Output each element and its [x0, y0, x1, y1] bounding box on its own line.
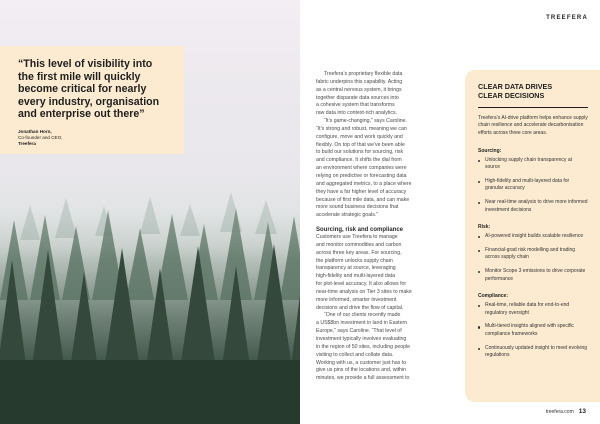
list-item: Continuously updated insight to meet evolving regulations [478, 345, 588, 360]
quote-line: the first mile will quickly [18, 70, 141, 83]
body-line: “One of our clients recently made [324, 312, 401, 319]
body-line: to build our solutions for sourcing, risk [316, 149, 404, 156]
body-line: configure, move and work quickly and [316, 133, 403, 140]
sidebar-section-heading: Compliance: [478, 293, 509, 300]
list-item: Real-time, reliable data for end-to-end regulatory oversight [478, 302, 588, 317]
body-line: and aggregated metrics, to a place where [316, 180, 412, 187]
body-paragraph [316, 71, 452, 118]
body-line: more informed, smarter investment [316, 296, 397, 303]
body-line: visiting to collect and collate data. [316, 351, 394, 358]
sidebar-section-heading: Risk: [478, 224, 491, 231]
section-heading: Sourcing, risk and compliance [316, 227, 404, 234]
body-line: relying on predictive or forecasting data [316, 172, 407, 179]
list-item: Multi-tiered insights aligned with specific compliance frameworks [478, 323, 588, 338]
page-footer [546, 408, 586, 415]
brand-wordmark: TREEFERA [546, 15, 588, 21]
body-line: a cohesive system that transforms [316, 102, 395, 109]
body-line: Customers use Treefera to manage [316, 234, 398, 241]
body-line: flexibly. On top of that we’ve been able [316, 141, 405, 148]
sidebar-intro: Treefera’s AI-drive platform helps enhance supply chain resilience and accelerate decarbonisation efforts across three core areas. [478, 114, 588, 136]
body-line: Working with us, a customer just has to [316, 359, 407, 366]
sidebar-list-sourcing [478, 157, 588, 215]
body-line: Treefera’s proprietary flexible data [324, 71, 403, 77]
list-item: Financial-grad risk modelling and trading across supply chain [478, 247, 588, 262]
body-line: transparency at source, leveraging [316, 265, 396, 272]
list-item: Monitor Scope 3 emissions to drive corporate performance [478, 268, 588, 283]
body-line: raw data into context-rich analytics. [316, 110, 398, 117]
quote-line: become critical for nearly [18, 83, 147, 96]
body-line: Europe,” says Caroline. “That level of [316, 328, 402, 335]
author-role: Co-founder and CEO, [18, 134, 63, 140]
list-item: Unlocking supply chain transparency at source [478, 157, 588, 172]
sidebar-list-compliance [478, 302, 588, 360]
body-paragraph [316, 312, 452, 383]
body-line: investment typically involves evaluating [316, 336, 407, 342]
article-body [316, 71, 452, 383]
body-line: and monitor commodities and carbon [316, 241, 402, 248]
body-line: for plot-level accuracy. It also allows for [316, 281, 407, 288]
sidebar-title-line: CLEAR DATA DRIVES [478, 82, 553, 91]
body-line: together disparate data sources into [316, 94, 399, 101]
body-line: high-fidelity and multi-layered data [316, 273, 396, 280]
sidebar-section-heading: Sourcing: [478, 147, 502, 154]
author-org: Treefera [18, 140, 36, 146]
body-line: a US$8bn investment in land in Eastern [316, 320, 408, 327]
list-item: High-fidelity and multi-layered data for granular accuracy [478, 178, 588, 193]
sidebar-title-line: CLEAR DECISIONS [478, 91, 545, 101]
body-line: more sound business decisions that [316, 204, 399, 211]
body-paragraph [316, 234, 452, 312]
body-line: near-time analysis on Tier 3 sites to make [316, 288, 412, 295]
body-line: because of first mile data, and can make [316, 196, 410, 203]
sidebar-list-risk [478, 233, 588, 283]
body-line: and compliance. It shifts the dial from [316, 157, 402, 164]
author-name: Jonathan Horn, [18, 128, 52, 134]
body-line: “It’s game-changing,” says Caroline. [324, 118, 407, 125]
list-item: Near real-time analysis to drive more informed investment decisions [478, 199, 588, 214]
body-line: decisions and drive the flow of capital. [316, 304, 404, 311]
right-page [300, 0, 600, 424]
body-line: across three key areas. For sourcing, [316, 249, 402, 256]
footer-url: treefera.com [545, 409, 574, 415]
sidebar-divider [478, 107, 588, 108]
body-line: an environment where companies were [316, 165, 407, 172]
body-line: fabric underpins this capability. Acting [316, 78, 403, 85]
pull-quote [18, 58, 174, 121]
page-number: 13 [578, 408, 586, 415]
quote-line: every industry, organisation [18, 95, 160, 108]
body-line: accelerate strategic goals.” [316, 212, 378, 219]
body-paragraph [316, 118, 452, 220]
quote-line: and enterprise out there” [18, 108, 145, 121]
body-line: give us pins of the locations and, within [316, 367, 406, 374]
list-item: AI-powered insight builds scalable resilience [478, 233, 588, 241]
body-line: “It’s strong and robust, meaning we can [316, 125, 407, 132]
sidebar-title [478, 82, 588, 101]
body-line: they have a far higher level of accuracy [316, 188, 407, 195]
sidebar-panel [465, 70, 600, 402]
body-line: minutes, we provide a full assessment to [316, 375, 410, 382]
quote-attribution [18, 129, 174, 147]
pull-quote-box [0, 46, 184, 154]
body-line: in the region of 50 sites, including people [316, 343, 411, 350]
quote-line: “This level of visibility into [18, 58, 153, 70]
body-line: as a central nervous system, it brings [316, 86, 402, 93]
body-line: the platform unlocks supply chain [316, 257, 393, 264]
